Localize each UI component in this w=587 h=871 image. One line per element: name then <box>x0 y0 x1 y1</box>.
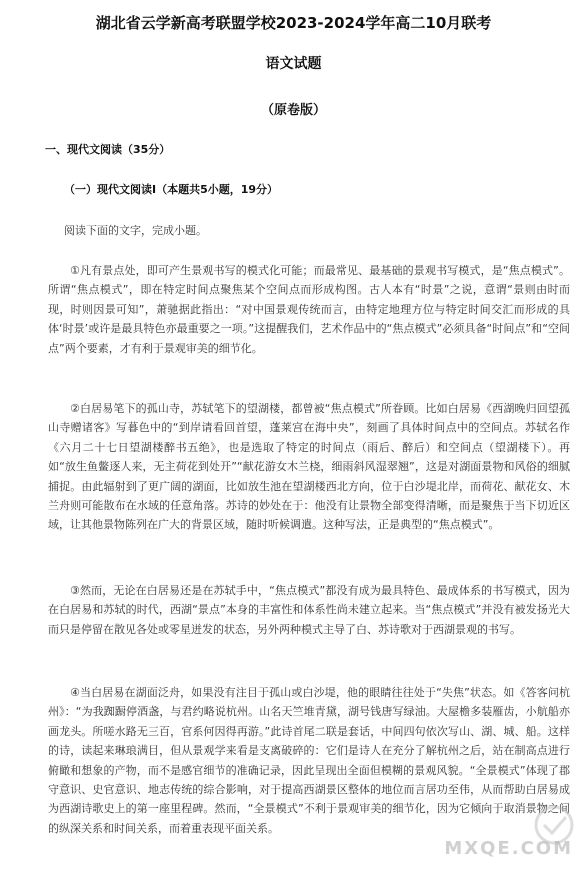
edition-label: （原卷版） <box>260 103 326 118</box>
reading-instruction: 阅读下面的文字，完成小题。 <box>64 224 207 237</box>
subsection-heading: （一）现代文阅读Ⅰ（本题共5小题，19分） <box>64 183 279 196</box>
passage-paragraph-1: ①凡有景点处，即可产生景观书写的模式化可能；而最常见、最基础的景观书写模式，是“焦点模式”。所谓“焦点模式”，即在特定时间点聚焦某个空间点而形成构图。古人本有“时景”之说，意谓“景则由时而现，时则因景可知”，萧驰据此指出：“对中国景观传统而言，由特定地理方位与特定时间交汇而形成的具体‘时景’或许是最具特色亦最重要之一项。”这提醒我们，艺术作品中的“焦点模式”必须具备“时间点”和“空间点”两个要素，才有利于景观审美的细节化。 <box>48 264 570 355</box>
passage-paragraph-2: ②白居易笔下的孤山寺，苏轼笔下的望湖楼，都曾被“焦点模式”所眷顾。比如白居易《西湖晚归回望孤山寺赠诸客》写暮色中的“到岸请看回首望，蓬莱宫在海中央”，刻画了具体时间点中的空间点。苏轼名作《六月二十七日望湖楼醉书五绝》，也是选取了特定的时间点（雨后、醉后）和空间点（望湖楼下）。再如“放生鱼鳖逐人来，无主荷花到处开”“献花游女木兰桡，细雨斜风湿翠翘”，这是对湖面景物和风俗的细腻捕捉。由此辐射到了更广阔的湖面，比如放生池在望湖楼西北方向，位于白沙堤北岸，而荷花、献花女、木兰舟则可能散布在水域的任意角落。苏诗的妙处在于：他没有让景物全部变得清晰，而是聚焦于当下切近区域，让其他景物陈列在广大的背景区域，随时听候调遣。这种写法，正是典型的“焦点模式”。 <box>48 402 570 532</box>
exam-title: 湖北省云学新高考联盟学校2023-2024学年高二10月联考 <box>95 14 492 32</box>
passage-paragraph-4: ④当白居易在湖面泛舟，如果没有注目于孤山或白沙堤，他的眼睛往往处于“失焦”状态。如《答客问杭州》：“为我踟蹰停酒盏，与君约略说杭州。山名天竺堆青黛，湖号钱唐写绿油。大屋檐多装雁齿，小航船亦画龙头。所嗟水路无三百，官系何因得再游。”此诗首尾二联是套话，中间四句依次写山、湖、城、船。这样的诗，读起来琳琅满目，但从景观学来看是支离破碎的：它们是诗人在充分了解杭州之后，站在制高点进行俯瞰和想象的产物，而不是感官细节的准确记录，因此呈现出全面但模糊的景观风貌。“全景模式”体现了郡守意识、史官意识、地志传统的综合影响，对于提高西湖景区整体的地位而言居功至伟，从而帮助白居易成为西湖诗歌史上的第一座里程碑。然而，“全景模式”不利于景观审美的细节化，因为它倾向于取消景物之间的纵深关系和时间关系，而着重表现平面关系。 <box>48 686 570 835</box>
exam-subject: 语文试题 <box>265 56 322 72</box>
passage-paragraph-3: ③然而，无论在白居易还是在苏轼手中，“焦点模式”都没有成为最具特色、最成体系的书写模式，因为在白居易和苏轼的时代，西湖“景点”本身的丰富性和体系性尚未建立起来。当“焦点模式”并没有被发扬光大而只是停留在散见各处或零星迸发的状态，另外两种模式主导了白、苏诗歌对于西湖景观的书写。 <box>48 584 570 636</box>
watermark-text: MXQE.COM <box>444 838 573 859</box>
watermark-logo <box>404 801 579 863</box>
section-heading: 一、现代文阅读（35分） <box>45 143 171 156</box>
